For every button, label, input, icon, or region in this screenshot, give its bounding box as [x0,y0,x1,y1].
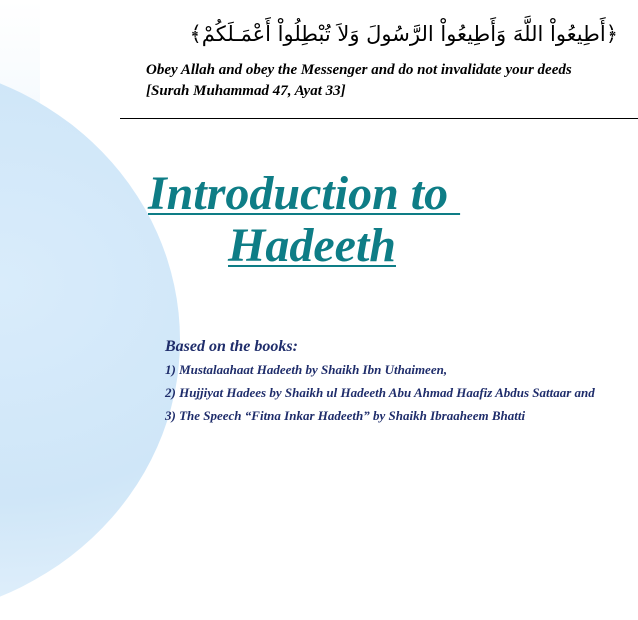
arabic-verse: ﴿أَطِيعُواْ اللَّهَ وَأَطِيعُواْ الرَّسُولَ وَلاَ تُبْطِلُواْ أَعْمَـلَكُمْ﴾ [189,22,618,46]
header-divider [120,118,638,119]
slide-title [148,168,568,272]
title-line-2: Hadeeth [228,219,396,272]
title-line-1: Introduction to [148,167,461,220]
book-item: 1) Mustalaahaat Hadeeth by Shaikh Ibn Uthaimeen, [165,362,448,377]
background-curve-decoration [0,60,180,620]
verse-translation: Obey Allah and obey the Messenger and do not invalidate your deeds [Surah Muhammad 47, Ayat 33] [146,62,572,99]
book-item: 3) The Speech “Fitna Inkar Hadeeth” by Shaikh Ibraaheem Bhatti [165,408,526,423]
book-item: 2) Hujjiyat Hadees by Shaikh ul Hadeeth Abu Ahmad Haafiz Abdus Sattaar and [165,385,595,400]
books-heading: Based on the books: [165,338,298,355]
source-books [165,336,625,431]
